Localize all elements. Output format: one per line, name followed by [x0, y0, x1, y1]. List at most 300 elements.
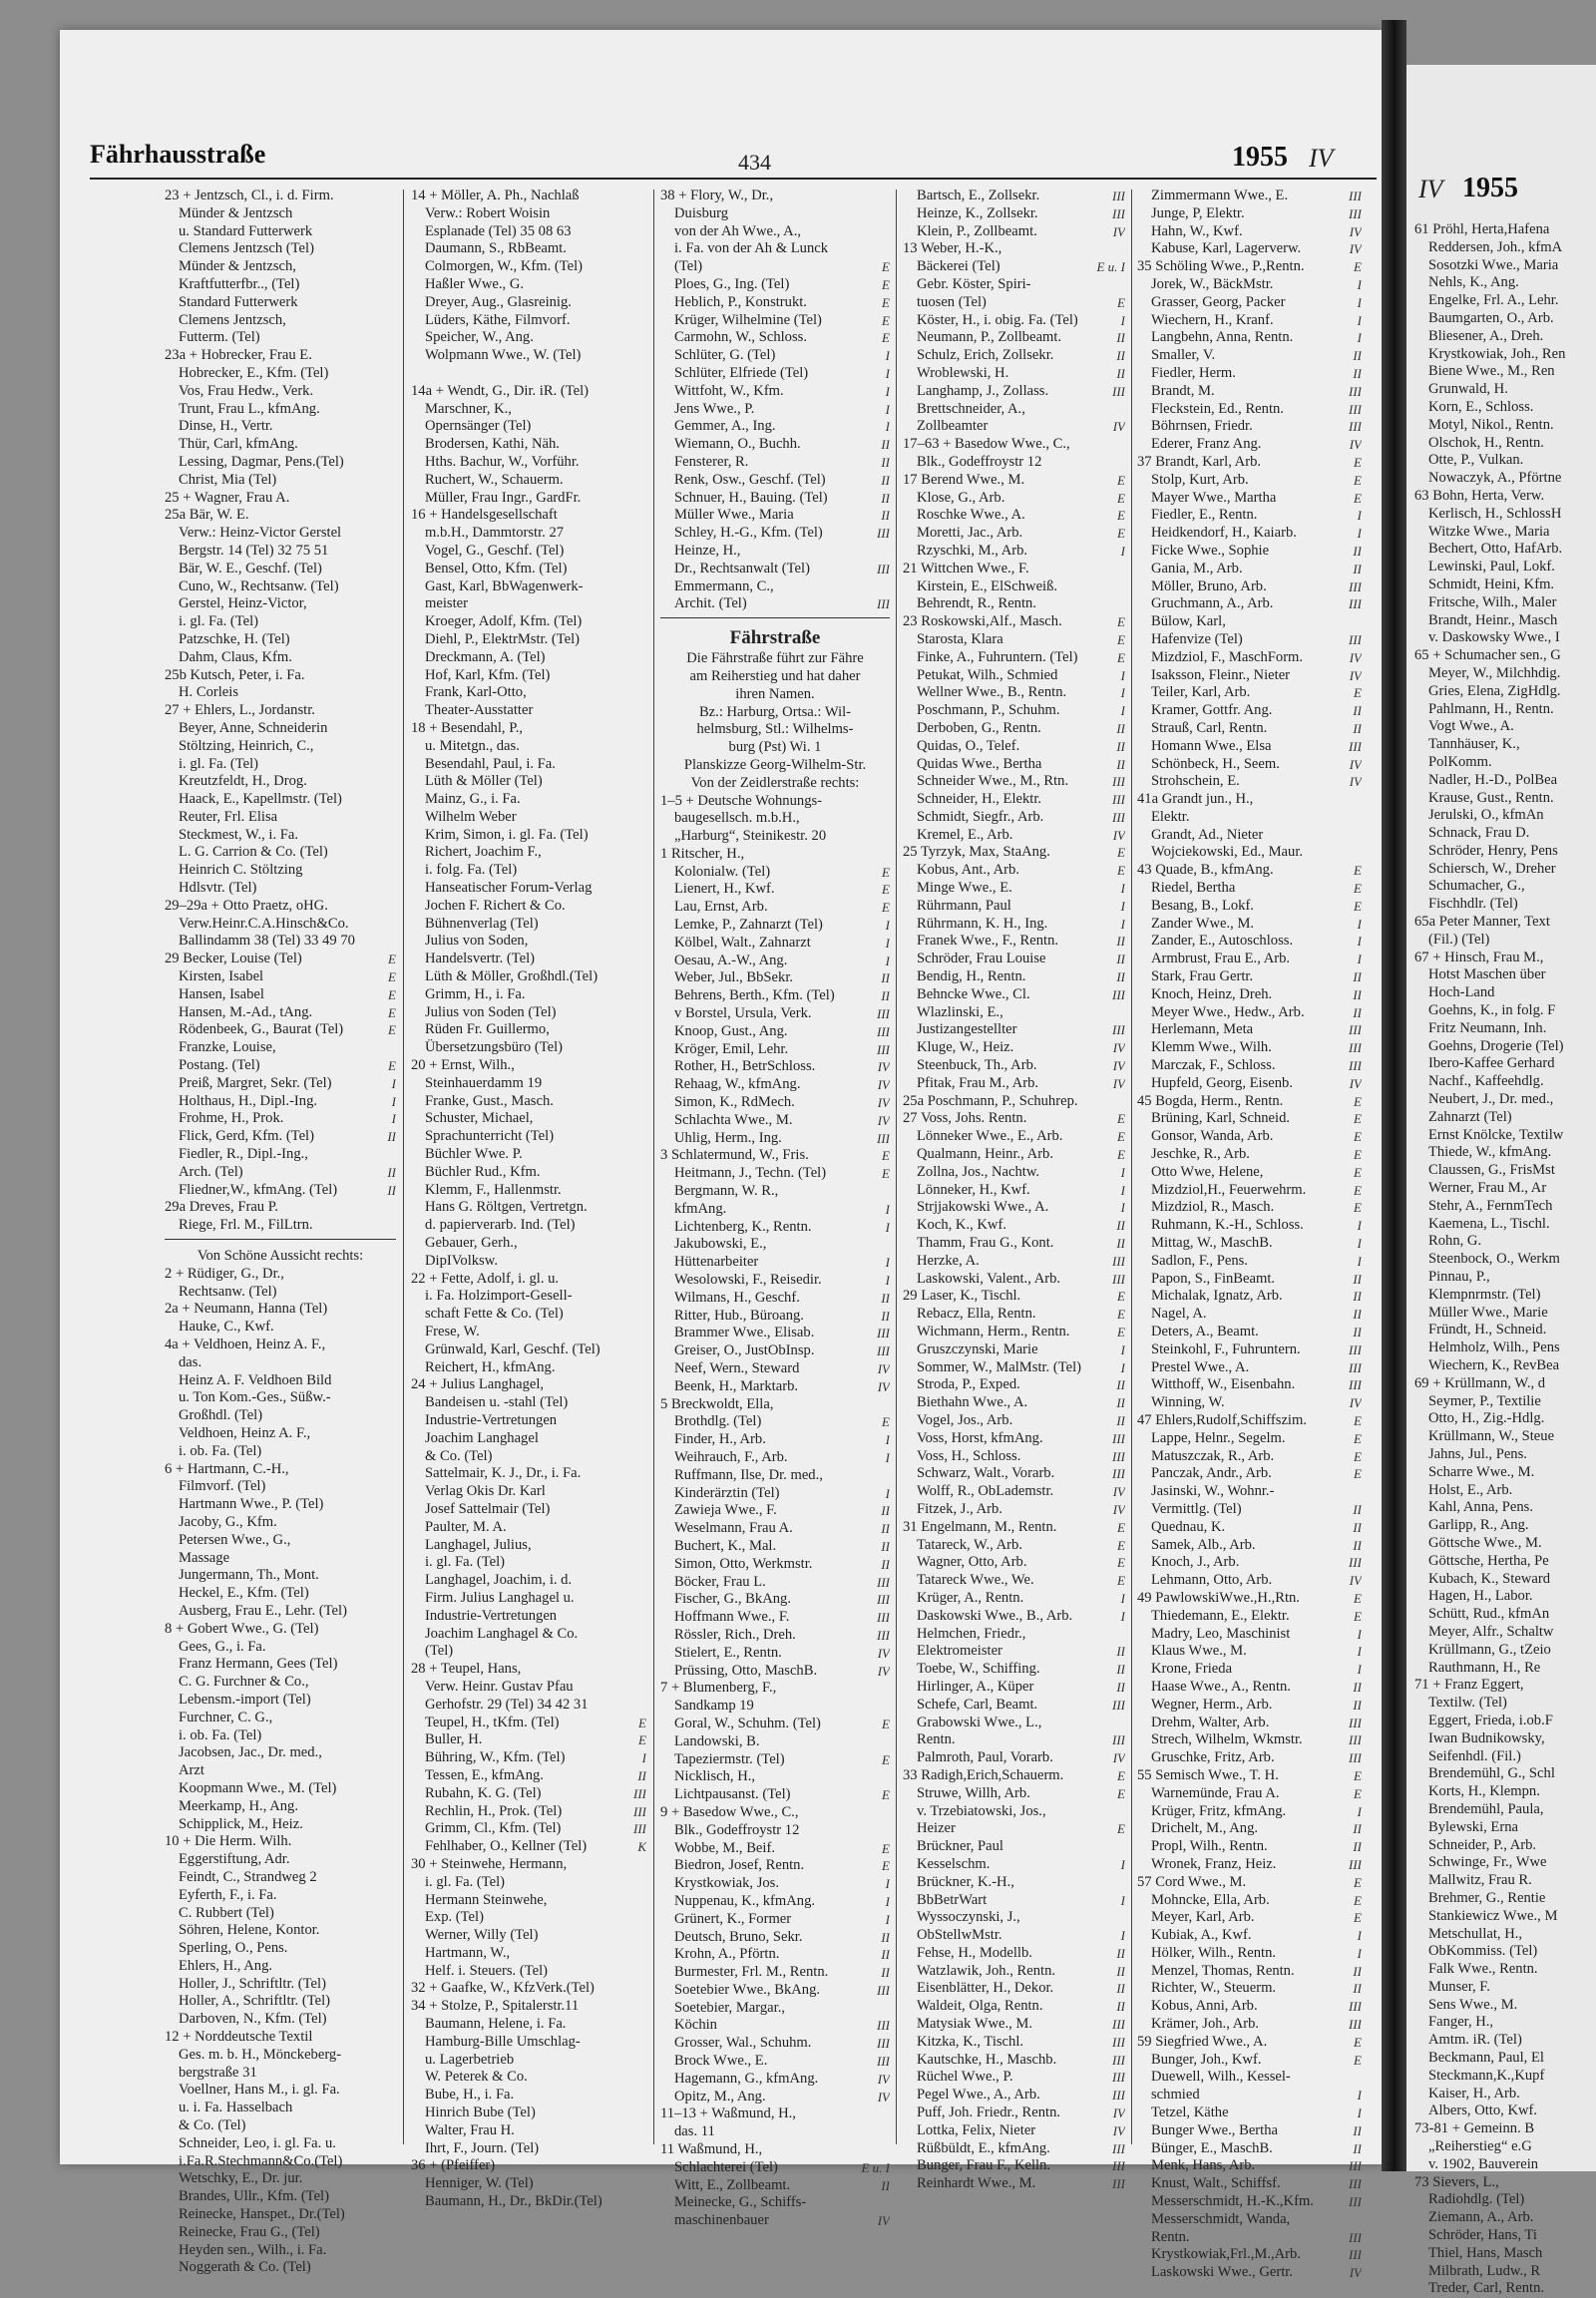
directory-entry: [903, 1128, 1125, 1146]
entry-text: Lichtenberg, K., Rentn.: [674, 1218, 812, 1235]
entry-text: Helmchen, Friedr.,: [917, 1625, 1026, 1642]
floor-marker: I: [885, 1255, 890, 1271]
entry-text: „Harburg“, Steinikestr. 20: [674, 828, 827, 845]
entry-text: Jahns, Jul., Pens.: [1428, 1445, 1527, 1462]
entry-text: Teiler, Karl, Arb.: [1151, 684, 1251, 701]
entry-text: Bandeisen u. -stahl (Tel): [425, 1394, 569, 1411]
entry-text: Steckmest, W., i. Fa.: [179, 826, 298, 843]
directory-entry: [1414, 1660, 1596, 1678]
floor-marker: III: [1112, 2034, 1125, 2050]
directory-entry: [165, 1248, 396, 1266]
directory-year: 1955: [1232, 142, 1288, 173]
directory-entry: [1137, 898, 1362, 916]
floor-marker: III: [1349, 1715, 1362, 1730]
entry-text: 65a Peter Manner, Text: [1414, 914, 1550, 931]
entry-text: Menzel, Thomas, Rentn.: [1151, 1962, 1295, 1979]
directory-entry: [1414, 1180, 1596, 1198]
entry-text: u. Lagerbetrieb: [425, 2051, 515, 2068]
entry-text: Fischhdlr. (Tel): [1428, 896, 1518, 913]
entry-text: Holler, A., Schriftltr. (Tel): [179, 1993, 331, 2010]
directory-entry: [903, 2052, 1125, 2070]
entry-text: Grimm, Cl., Kfm. (Tel): [425, 1820, 562, 1837]
directory-entry: [1137, 809, 1362, 827]
entry-text: Kobus, Ant., Arb.: [917, 862, 1019, 879]
entry-text: Minge Wwe., E.: [917, 880, 1012, 897]
directory-entry: [660, 1609, 890, 1627]
entry-text: Tannhäuser, K.,: [1428, 736, 1520, 753]
floor-marker: E: [1354, 1111, 1362, 1127]
entry-text: Ziemann, A., Arb.: [1428, 2209, 1534, 2226]
entry-text: Steenbuck, Th., Arb.: [917, 1057, 1037, 1074]
entry-text: Reddersen, Joh., kfmA: [1428, 238, 1563, 255]
directory-entry: [165, 1905, 396, 1923]
entry-text: Heidkendorf, H., Kaiarb.: [1151, 525, 1297, 542]
directory-entry: [411, 1004, 646, 1022]
floor-marker: I: [1357, 2106, 1362, 2121]
entry-text: Sens Wwe., M.: [1428, 1996, 1518, 2013]
directory-entry: [411, 525, 646, 543]
directory-entry: [411, 1519, 646, 1537]
entry-text: Starosta, Klara: [917, 630, 1003, 647]
directory-entry: [165, 1744, 396, 1762]
entry-text: 11 Waßmund, H.,: [660, 2141, 763, 2158]
directory-entry: [903, 1909, 1125, 1927]
entry-text: C. G. Furchner & Co.,: [179, 1674, 309, 1691]
floor-marker: II: [1116, 1999, 1125, 2015]
directory-entry: [903, 2034, 1125, 2052]
entry-text: Gries, Elena, ZigHdlg.: [1428, 682, 1561, 699]
directory-entry: [165, 1674, 396, 1692]
floor-marker: III: [1349, 596, 1362, 612]
directory-entry: [411, 1465, 646, 1483]
entry-text: Ehlers, H., Ang.: [179, 1957, 273, 1974]
directory-entry: [1414, 1340, 1596, 1357]
directory-entry: [660, 1413, 890, 1431]
directory-entry: [903, 1980, 1125, 1998]
entry-text: Von der Zeidlerstraße rechts:: [690, 774, 860, 791]
directory-entry: [660, 1130, 890, 1148]
directory-entry: [411, 809, 646, 827]
floor-marker: E: [1354, 1129, 1362, 1145]
entry-text: Henniger, W. (Tel): [425, 2175, 534, 2192]
entry-text: 63 Bohn, Herta, Verw.: [1414, 487, 1545, 504]
directory-entry: [1414, 417, 1596, 435]
column-divider: [1131, 190, 1132, 2144]
entry-text: Claussen, G., FrisMst: [1428, 1162, 1555, 1179]
entry-text: Schneider, H., Elektr.: [917, 791, 1042, 808]
directory-entry: [165, 1128, 396, 1146]
floor-marker: E: [1354, 881, 1362, 897]
entry-text: Werner, Willy (Tel): [425, 1927, 539, 1944]
entry-text: Mizdziol, R., Masch.: [1151, 1199, 1275, 1216]
directory-entry: [1137, 1146, 1362, 1164]
entry-text: Ernst Knölcke, Textilw: [1428, 1126, 1564, 1143]
entry-text: Eyferth, F., i. Fa.: [179, 1886, 277, 1903]
directory-entry: [165, 702, 396, 720]
directory-entry: [660, 810, 890, 828]
directory-entry: [903, 347, 1125, 365]
directory-entry: [660, 2035, 890, 2053]
directory-entry: [411, 667, 646, 685]
entry-text: Derboben, G., Rentn.: [917, 719, 1041, 736]
directory-entry: [903, 2175, 1125, 2193]
entry-text: Kolonialw. (Tel): [674, 863, 771, 880]
entry-text: Lüders, Käthe, Filmvorf.: [425, 311, 571, 328]
entry-text: Gruchmann, A., Arb.: [1151, 595, 1274, 612]
directory-entry: [660, 205, 890, 223]
directory-entry: [411, 1661, 646, 1679]
entry-text: Nehls, K., Ang.: [1428, 274, 1519, 291]
directory-entry: [1137, 1785, 1362, 1803]
entry-text: Dr., Rechtsanwalt (Tel): [674, 560, 810, 576]
floor-marker: E: [1117, 614, 1125, 630]
entry-text: Lüth & Möller (Tel): [425, 773, 543, 790]
directory-entry: [411, 578, 646, 596]
entry-text: Landowski, B.: [674, 1732, 760, 1749]
directory-entry: [1414, 1233, 1596, 1251]
entry-text: 30 + Steinwehe, Hermann,: [411, 1855, 568, 1872]
entry-text: Laskowski, Valent., Arb.: [917, 1270, 1061, 1287]
floor-marker: E: [1354, 1412, 1362, 1428]
entry-text: Hamburg-Bille Umschlag-: [425, 2033, 581, 2050]
directory-entry: [411, 1376, 646, 1394]
directory-entry: [1414, 1854, 1596, 1872]
entry-text: Mizdziol, F., MaschForm.: [1151, 648, 1304, 665]
directory-entry: [411, 1110, 646, 1128]
directory-entry: [165, 1110, 396, 1128]
directory-entry: [660, 1183, 890, 1201]
floor-marker: IV: [1349, 437, 1362, 453]
directory-entry: [165, 1639, 396, 1657]
directory-entry: [1137, 2069, 1362, 2087]
page-header: [90, 138, 1377, 180]
floor-marker: III: [877, 2036, 890, 2052]
entry-text: Albers, Otto, Kwf.: [1428, 2103, 1538, 2119]
entry-text: Hartmann Wwe., P. (Tel): [179, 1496, 324, 1513]
directory-entry: [660, 1023, 890, 1041]
directory-entry: [411, 1749, 646, 1767]
entry-text: Hagemann, G., kfmAng.: [674, 2070, 819, 2087]
section-rule: [660, 617, 890, 622]
entry-text: Walter, Frau H.: [425, 2121, 515, 2138]
entry-text: Kinderärztin (Tel): [674, 1484, 780, 1501]
entry-text: Opitz, M., Ang.: [674, 2088, 766, 2105]
entry-text: 69 + Krüllmann, W., d: [1414, 1374, 1546, 1391]
entry-text: Krüllmann, W., Steue: [1428, 1428, 1555, 1445]
directory-entry: [903, 1874, 1125, 1892]
floor-marker: I: [1357, 934, 1362, 950]
entry-text: Eggerstiftung, Adr.: [179, 1851, 290, 1868]
directory-entry: [165, 667, 396, 685]
directory-entry: [1137, 862, 1362, 880]
entry-text: Grabowski Wwe., L.,: [917, 1714, 1042, 1730]
directory-entry: [903, 258, 1125, 276]
directory-entry: [411, 454, 646, 472]
entry-text: 45 Bogda, Herm., Rentn.: [1137, 1092, 1284, 1109]
directory-entry: [165, 773, 396, 791]
directory-entry: [165, 1550, 396, 1568]
entry-text: Kubiak, A., Kwf.: [1151, 1927, 1252, 1944]
entry-text: Hdlsvtr. (Tel): [179, 880, 257, 897]
directory-entry: [411, 2052, 646, 2070]
directory-entry: [1414, 1287, 1596, 1305]
floor-marker: II: [387, 1129, 396, 1145]
entry-text: Hölker, Wilh., Rentn.: [1151, 1944, 1277, 1961]
directory-entry: [411, 1697, 646, 1715]
directory-entry: [660, 454, 890, 472]
entry-text: Verlag Okis Dr. Karl: [425, 1483, 546, 1500]
entry-text: Rüßbüldt, E., kfmAng.: [917, 2139, 1050, 2156]
entry-text: Jens Wwe., P.: [674, 400, 755, 417]
entry-text: Stöltzing, Heinrich, C.,: [179, 737, 314, 754]
floor-marker: E: [882, 1840, 890, 1856]
floor-marker: K: [637, 1839, 646, 1855]
entry-text: Bülow, Karl,: [1151, 613, 1226, 630]
entry-text: Deters, A., Beamt.: [1151, 1324, 1259, 1340]
entry-text: Mainz, G., i. Fa.: [425, 791, 521, 808]
floor-marker: E: [1117, 1519, 1125, 1535]
entry-text: 41a Grandt jun., H.,: [1137, 791, 1254, 808]
entry-text: Hinrich Bube (Tel): [425, 2105, 536, 2121]
entry-text: Bühnenverlag (Tel): [425, 915, 539, 932]
entry-text: (Fil.) (Tel): [1428, 931, 1490, 948]
floor-marker: III: [877, 1006, 890, 1022]
directory-entry: [1137, 1483, 1362, 1501]
directory-entry: [165, 2047, 396, 2065]
directory-entry: [903, 1803, 1125, 1821]
directory-entry: [1137, 543, 1362, 561]
entry-text: Otto Wwe, Helene,: [1151, 1163, 1264, 1180]
directory-entry: [1414, 1553, 1596, 1571]
floor-marker: I: [1120, 1856, 1125, 1872]
entry-text: Knoop, Gust., Ang.: [674, 1022, 788, 1039]
entry-text: Beenk, H., Marktarb.: [674, 1377, 799, 1394]
entry-text: Kluge, W., Heiz.: [917, 1039, 1014, 1056]
floor-marker: E: [1117, 1111, 1125, 1127]
directory-entry: [1137, 968, 1362, 986]
directory-entry: [411, 720, 646, 738]
entry-text: Wiemann, O., Buchh.: [674, 436, 801, 453]
directory-entry: [660, 1112, 890, 1130]
entry-text: burg (Pst) Wi. 1: [728, 739, 822, 756]
entry-text: Firm. Julius Langhagel u.: [425, 1589, 575, 1606]
directory-entry: [165, 827, 396, 845]
entry-text: Strech, Wilhelm, Wkmstr.: [1151, 1731, 1303, 1748]
entry-text: Sadlon, F., Pens.: [1151, 1252, 1248, 1269]
floor-marker: III: [877, 1041, 890, 1057]
floor-marker: II: [1353, 1289, 1362, 1305]
directory-entry: [1137, 1057, 1362, 1075]
entry-text: Fiedler, E., Rentn.: [1151, 507, 1258, 524]
entry-text: 27 + Ehlers, L., Jordanstr.: [165, 702, 315, 719]
directory-entry: [660, 793, 890, 811]
entry-text: Schwinge, Fr., Wwe: [1428, 1854, 1547, 1871]
entry-text: Steckmann,K.,Kupf: [1428, 2067, 1545, 2084]
entry-text: Kaiser, H., Arb.: [1428, 2085, 1520, 2102]
entry-text: Samek, Alb., Arb.: [1151, 1536, 1256, 1553]
directory-entry: [165, 1461, 396, 1479]
entry-text: Standard Futterwerk: [179, 293, 298, 310]
entry-text: Buchert, K., Mal.: [674, 1537, 777, 1554]
floor-marker: III: [1112, 809, 1125, 825]
entry-text: Elektr.: [1151, 808, 1190, 825]
entry-text: Marczak, F., Schloss.: [1151, 1057, 1276, 1074]
directory-entry: [1137, 2087, 1362, 2105]
directory-entry: [1414, 1269, 1596, 1287]
directory-entry: [411, 1217, 646, 1235]
floor-marker: IV: [1349, 1573, 1362, 1589]
directory-entry: [660, 1058, 890, 1076]
directory-entry: [411, 1394, 646, 1412]
directory-entry: [1137, 1537, 1362, 1555]
directory-entry: [1414, 1624, 1596, 1642]
entry-text: 27 Voss, Johs. Rentn.: [903, 1110, 1027, 1127]
entry-text: Clemens Jentzsch,: [179, 311, 286, 328]
entry-text: Frese, W.: [425, 1324, 480, 1340]
floor-marker: II: [881, 472, 890, 488]
directory-entry: [660, 2194, 890, 2212]
entry-text: 23a + Hobrecker, Frau E.: [165, 347, 312, 364]
entry-text: Rentn.: [1151, 2228, 1190, 2245]
column-divider: [896, 190, 897, 2144]
entry-text: Bunger, Joh., Kwf.: [1151, 2051, 1262, 2068]
entry-text: 73 Sievers, L.,: [1414, 2173, 1499, 2190]
entry-text: Brammer Wwe., Elisab.: [674, 1325, 815, 1341]
directory-entry: [660, 1875, 890, 1893]
directory-entry: [1137, 1306, 1362, 1324]
floor-marker: II: [1116, 1644, 1125, 1660]
floor-marker: III: [877, 1130, 890, 1146]
floor-marker: II: [1353, 1537, 1362, 1553]
floor-marker: II: [881, 454, 890, 470]
directory-entry: [660, 1786, 890, 1804]
directory-entry: [1137, 507, 1362, 525]
floor-marker: I: [1120, 881, 1125, 897]
directory-entry: [165, 1621, 396, 1639]
directory-entry: [411, 2157, 646, 2175]
entry-text: Finke, A., Fuhruntern. (Tel): [917, 648, 1078, 665]
entry-text: 17 Berend Wwe., M.: [903, 471, 1025, 488]
entry-text: Stehr, A., FernmTech: [1428, 1197, 1553, 1214]
entry-text: Holler, J., Schriftltr. (Tel): [179, 1975, 326, 1992]
entry-text: Kirsten, Isabel: [179, 968, 264, 985]
entry-text: Schnack, Frau D.: [1428, 825, 1530, 842]
entry-text: Jorek, W., BäckMstr.: [1151, 275, 1274, 292]
entry-text: Weihrauch, F., Arb.: [674, 1448, 788, 1465]
entry-text: Übersetzungsbüro (Tel): [425, 1039, 563, 1056]
floor-marker: E: [1117, 1307, 1125, 1323]
directory-entry: [1137, 1288, 1362, 1306]
directory-entry: [1137, 240, 1362, 258]
entry-text: 1–5 + Deutsche Wohnungs-: [660, 792, 823, 809]
entry-text: Krüllmann, G., tZeio: [1428, 1641, 1551, 1658]
directory-entry: [903, 2105, 1125, 2122]
entry-text: Seymer, P., Textilie: [1428, 1392, 1541, 1409]
directory-entry: [660, 721, 890, 739]
floor-marker: I: [885, 918, 890, 934]
directory-entry: [903, 418, 1125, 436]
directory-entry: [1137, 1909, 1362, 1927]
floor-marker: III: [1349, 1555, 1362, 1571]
entry-text: Hermann Steinwehe,: [425, 1891, 548, 1908]
directory-entry: [903, 543, 1125, 561]
entry-text: Bube, H., i. Fa.: [425, 2087, 515, 2104]
floor-marker: II: [1116, 1218, 1125, 1234]
directory-entry: [165, 561, 396, 578]
entry-text: Kesselschm.: [917, 1855, 991, 1872]
entry-text: Schneider, Leo, i. gl. Fa. u.: [179, 2134, 336, 2151]
directory-entry: [660, 1272, 890, 1290]
directory-entry: [165, 418, 396, 436]
entry-text: i. gl. Fa. (Tel): [179, 755, 259, 772]
directory-entry: [411, 1146, 646, 1164]
directory-entry: [903, 383, 1125, 401]
directory-entry: [411, 1306, 646, 1324]
directory-entry: [1414, 1783, 1596, 1801]
floor-marker: III: [1349, 2158, 1362, 2174]
floor-marker: III: [1112, 2158, 1125, 2174]
floor-marker: I: [885, 365, 890, 381]
entry-text: Weber, Jul., BbSekr.: [674, 969, 794, 986]
entry-text: Archit. (Tel): [674, 595, 747, 612]
floor-marker: III: [1349, 1040, 1362, 1056]
directory-entry: [660, 1219, 890, 1237]
directory-entry: [903, 1093, 1125, 1111]
floor-marker: III: [1349, 2176, 1362, 2192]
floor-marker: IV: [1112, 1075, 1125, 1091]
entry-text: Krystkowiak, Joh., Ren: [1428, 345, 1566, 362]
directory-entry: [165, 294, 396, 312]
directory-entry: [660, 383, 890, 401]
entry-text: Colmorgen, W., Kfm. (Tel): [425, 258, 584, 275]
directory-entry: [903, 738, 1125, 756]
directory-entry: [1137, 1341, 1362, 1359]
floor-marker: E: [388, 1058, 396, 1074]
directory-entry: [411, 383, 646, 401]
floor-marker: III: [1112, 2176, 1125, 2192]
directory-entry: [165, 347, 396, 365]
entry-text: 18 + Besendahl, P.,: [411, 719, 524, 736]
floor-marker: III: [1349, 2017, 1362, 2033]
entry-text: Wyssoczynski, J.,: [917, 1909, 1020, 1926]
directory-entry: [903, 968, 1125, 986]
directory-entry: [1137, 1235, 1362, 1253]
entry-text: Verw.: Robert Woisin: [425, 204, 551, 221]
directory-entry: [1414, 239, 1596, 257]
floor-marker: IV: [877, 1112, 890, 1128]
floor-marker: E: [882, 1858, 890, 1874]
entry-text: Esplanade (Tel) 35 08 63: [425, 222, 572, 239]
directory-entry: [1414, 576, 1596, 594]
floor-marker: E: [882, 1148, 890, 1164]
directory-entry: [1137, 2175, 1362, 2193]
directory-entry: [165, 490, 396, 508]
entry-text: Gania, M., Arb.: [1151, 560, 1243, 576]
directory-entry: [1414, 2138, 1596, 2156]
entry-text: Garlipp, R., Ang.: [1428, 1517, 1529, 1534]
directory-entry: [660, 1768, 890, 1786]
entry-text: Kerlisch, H., SchlossH: [1428, 505, 1562, 522]
entry-text: Brock Wwe., E.: [674, 2053, 768, 2070]
directory-entry: [1137, 2229, 1362, 2247]
directory-entry: [411, 276, 646, 294]
entry-text: Pegel Wwe., A., Arb.: [917, 2087, 1040, 2104]
entry-text: Neumann, P., Zollbeamt.: [917, 329, 1062, 346]
floor-marker: III: [633, 1821, 646, 1837]
floor-marker: II: [1116, 720, 1125, 736]
directory-entry: [660, 1449, 890, 1467]
floor-marker: II: [1116, 1395, 1125, 1411]
